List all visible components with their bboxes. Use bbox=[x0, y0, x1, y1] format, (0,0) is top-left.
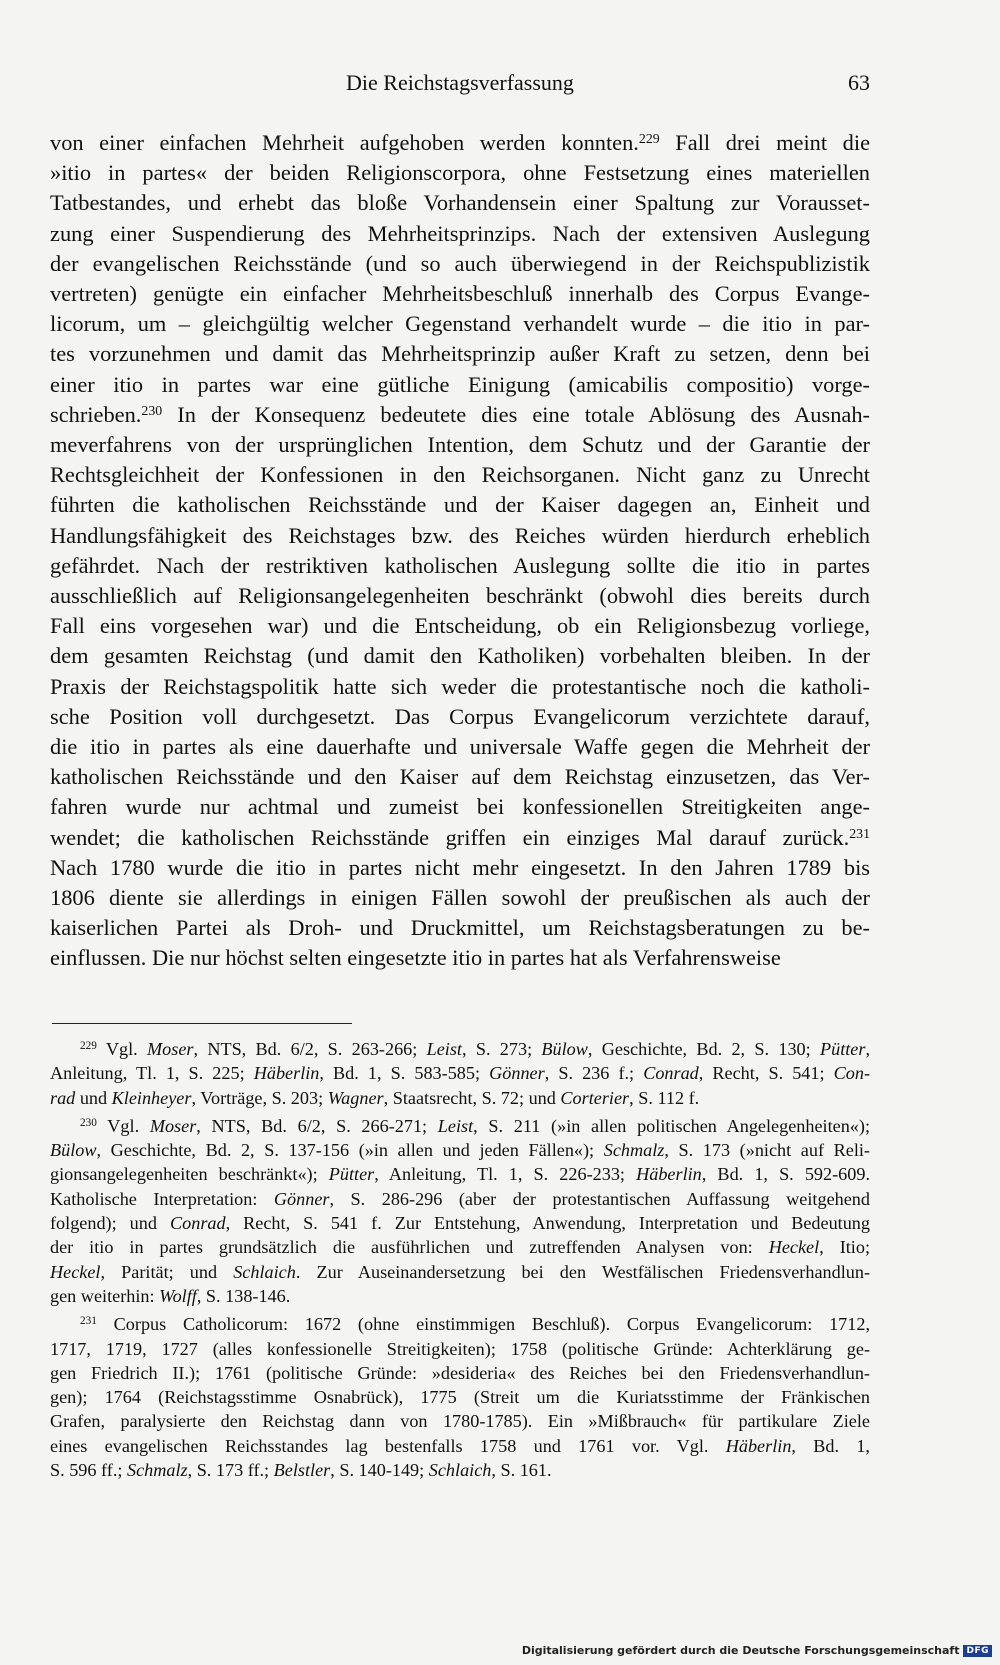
footnote-line: gen); 1764 (Reichstagsstimme Osnabrück), 1775 (Streit um die Kuriatsstimme der Fränkischen bbox=[50, 1387, 870, 1408]
body-line: ausschließlich auf Religionsangelegenheiten beschränkt (obwohl dies bereits durch bbox=[50, 583, 870, 609]
author-name: rad bbox=[50, 1087, 76, 1108]
author-name: Häberlin bbox=[253, 1063, 320, 1084]
footnote-line: gen weiterhin: Wolff, S. 138-146. bbox=[50, 1285, 291, 1306]
author-name: Conrad bbox=[643, 1063, 699, 1084]
body-line: kaiserlichen Partei als Droh- und Druckmittel, um Reichstagsberatungen zu be- bbox=[50, 915, 870, 941]
footnote bbox=[50, 1114, 870, 1308]
footnote-line: rad und Kleinheyer, Vorträge, S. 203; Wagner, Staatsrecht, S. 72; und Corterier, S. 112 f. bbox=[50, 1087, 700, 1108]
author-name: Gönner bbox=[489, 1063, 545, 1084]
body-line: gefährdet. Nach der restriktiven katholischen Auslegung sollte die itio in partes bbox=[50, 552, 870, 578]
body-line: Handlungsfähigkeit des Reichstages bzw. des Reiches würden hierdurch erheblich bbox=[50, 522, 870, 548]
author-name: Conrad bbox=[170, 1213, 226, 1234]
author-name: Pütter bbox=[819, 1039, 866, 1059]
footnote-line: Heckel, Parität; und Schlaich. Zur Auseinandersetzung bei den Westfälischen Friedensverhandlun- bbox=[50, 1261, 870, 1282]
main-body-text bbox=[50, 128, 870, 974]
author-name: Moser bbox=[149, 1115, 197, 1136]
body-line: führten die katholischen Reichsstände und der Kaiser dagegen an, Einheit und bbox=[50, 492, 870, 518]
body-line: Praxis der Reichstagspolitik hatte sich weder die protestantische noch die katholi- bbox=[50, 673, 870, 699]
footnote-line: Anleitung, Tl. 1, S. 225; Häberlin, Bd. 1, S. 583-585; Gönner, S. 236 f.; Conrad, Recht, S. 541; Con- bbox=[50, 1063, 870, 1084]
author-name: Con- bbox=[833, 1063, 870, 1084]
footnote bbox=[50, 1312, 870, 1482]
footnote-line: Grafen, paralysierte den Reichstag dann von 1780-1785). Ein »Mißbrauch« für partikulare Ziele bbox=[50, 1411, 870, 1432]
body-line: schrieben.$^{230}$ In der Konsequenz bedeutete dies eine totale Ablösung des Ausnah- bbox=[50, 401, 870, 427]
running-title: Die Reichstagsverfassung bbox=[346, 70, 574, 95]
author-name: Pütter bbox=[328, 1164, 375, 1185]
body-line: Tatbestandes, und erhebt das bloße Vorhandensein einer Spaltung zur Vorausset- bbox=[50, 190, 870, 216]
author-name: Bülow bbox=[541, 1039, 588, 1059]
footnote-number: 229 bbox=[80, 1040, 97, 1053]
body-line: Rechtsgleichheit der Konfessionen in den Reichsorganen. Nicht ganz zu Unrecht bbox=[50, 462, 870, 488]
footnote-line: der itio in partes grundsätzlich die ausführlichen und zutreffenden Analysen von: Heckel, Itio; bbox=[50, 1237, 871, 1258]
author-name: Gönner bbox=[273, 1188, 330, 1209]
footnote-line: 1717, 1719, 1727 (alles konfessionelle Streitigkeiten); 1758 (politische Gründe: Achterklärung ge- bbox=[50, 1338, 870, 1359]
body-line: sche Position voll durchgesetzt. Das Corpus Evangelicorum verzichtete darauf, bbox=[50, 703, 870, 729]
body-line: zung einer Suspendierung des Mehrheitsprinzips. Nach der extensiven Auslegung bbox=[50, 220, 870, 246]
author-name: Belstler bbox=[273, 1460, 331, 1481]
footnote-line: $^{229}$ Vgl. Moser, NTS, Bd. 6/2, S. 263-266; Leist, S. 273; Bülow, Geschichte, Bd. 2, S. 130; Pütter, bbox=[80, 1039, 870, 1059]
author-name: Schmalz bbox=[603, 1140, 665, 1161]
footnote-separator bbox=[52, 1023, 352, 1024]
author-name: Schlaich bbox=[233, 1261, 296, 1282]
page-header bbox=[50, 70, 870, 100]
body-line: wendet; die katholischen Reichsstände griffen ein einziges Mal darauf zurück.$^{231}$ bbox=[50, 824, 870, 850]
footnotes-section bbox=[50, 1037, 870, 1486]
author-name: Kleinheyer bbox=[111, 1087, 192, 1108]
author-name: Wolff bbox=[159, 1285, 197, 1306]
funding-note: Digitalisierung gefördert durch die Deutsche Forschungsgemeinschaft bbox=[521, 1644, 960, 1657]
author-name: Heckel bbox=[50, 1261, 101, 1282]
body-line: die itio in partes als eine dauerhafte und universale Waffe gegen die Mehrheit der bbox=[50, 734, 870, 760]
footnote-line: $^{231}$ Corpus Catholicorum: 1672 (ohne einstimmigen Beschluß). Corpus Evangelicorum: 1712, bbox=[80, 1314, 871, 1335]
author-name: Leist bbox=[426, 1039, 462, 1059]
footnote bbox=[50, 1037, 870, 1110]
footnote-reference: 229 bbox=[638, 131, 660, 147]
body-line: dem gesamten Reichstag (und damit den Katholiken) vorbehalten bleiben. In der bbox=[50, 643, 870, 669]
footnote-reference: 230 bbox=[141, 403, 163, 419]
footnote-line: folgend); und Conrad, Recht, S. 541 f. Zur Entstehung, Anwendung, Interpretation und Bedeutung bbox=[50, 1213, 870, 1234]
footnote-number: 230 bbox=[80, 1117, 97, 1130]
body-line: einflussen. Die nur höchst selten eingesetzte itio in partes hat als Verfahrensweise bbox=[50, 945, 781, 971]
author-name: Häberlin bbox=[725, 1435, 792, 1456]
body-line: katholischen Reichsstände und den Kaiser auf dem Reichstag einzusetzen, das Ver- bbox=[50, 764, 870, 790]
body-line: Fall eins vorgesehen war) und die Entscheidung, ob ein Religionsbezug vorliege, bbox=[50, 613, 870, 639]
digitization-footer bbox=[522, 1644, 992, 1657]
body-line: meverfahrens von der ursprünglichen Intention, dem Schutz und der Garantie der bbox=[50, 432, 870, 458]
body-line: 1806 diente sie allerdings in einigen Fällen sowohl der preußischen als auch der bbox=[50, 885, 870, 911]
footnote-reference: 231 bbox=[849, 826, 870, 842]
body-line: licorum, um – gleichgültig welcher Gegenstand verhandelt wurde – die itio in par- bbox=[50, 311, 870, 337]
author-name: Bülow bbox=[50, 1140, 97, 1161]
body-line: von einer einfachen Mehrheit aufgehoben werden konnten.$^{229}$ Fall drei meint die bbox=[50, 130, 871, 155]
dfg-logo: DFG bbox=[963, 1645, 992, 1657]
footnote-number: 231 bbox=[80, 1315, 97, 1328]
author-name: Schlaich bbox=[428, 1460, 492, 1481]
footnote-line: Bülow, Geschichte, Bd. 2, S. 137-156 (»in allen und jeden Fällen«); Schmalz, S. 173 (»nicht auf Reli- bbox=[50, 1140, 870, 1161]
author-name: Moser bbox=[147, 1039, 194, 1059]
body-line: »itio in partes« der beiden Religionscorpora, ohne Festsetzung eines materiellen bbox=[50, 160, 870, 186]
footnote-line: S. 596 ff.; Schmalz, S. 173 ff.; Belstler, S. 140-149; Schlaich, S. 161. bbox=[50, 1460, 552, 1481]
author-name: Wagner bbox=[327, 1087, 384, 1108]
body-line: einer itio in partes war eine gütliche Einigung (amicabilis compositio) vorge- bbox=[50, 371, 870, 397]
author-name: Leist bbox=[437, 1115, 474, 1136]
author-name: Schmalz bbox=[126, 1460, 188, 1481]
footnote-line: Katholische Interpretation: Gönner, S. 286-296 (aber der protestantischen Auffassung weitgehend bbox=[50, 1188, 870, 1209]
body-line: Nach 1780 wurde die itio in partes nicht mehr eingesetzt. In den Jahren 1789 bis bbox=[50, 854, 870, 880]
author-name: Heckel bbox=[768, 1237, 820, 1258]
body-line: vertreten) genügte ein einfacher Mehrheitsbeschluß innerhalb des Corpus Evange- bbox=[50, 281, 870, 307]
footnote-line: gionsangelegenheiten beschränkt«); Pütter, Anleitung, Tl. 1, S. 226-233; Häberlin, Bd. 1, S. 592-609. bbox=[50, 1164, 871, 1185]
footnote-line: $^{230}$ Vgl. Moser, NTS, Bd. 6/2, S. 266-271; Leist, S. 211 (»in allen politischen Angelegenheiten«); bbox=[80, 1115, 871, 1136]
author-name: Corterier bbox=[560, 1087, 630, 1108]
footnote-line: gen Friedrich II.); 1761 (politische Gründe: »desideria« des Reiches bei den Friedensverhandlun- bbox=[50, 1362, 870, 1383]
footnote-line: eines evangelischen Reichsstandes lag bestenfalls 1758 und 1761 vor. Vgl. Häberlin, Bd. 1, bbox=[50, 1435, 870, 1456]
author-name: Häberlin bbox=[636, 1164, 702, 1185]
body-line: der evangelischen Reichsstände (und so auch überwiegend in der Reichspublizistik bbox=[50, 250, 870, 276]
page-number: 63 bbox=[848, 70, 870, 95]
body-line: tes vorzunehmen und damit das Mehrheitsprinzip außer Kraft zu setzen, denn bei bbox=[50, 341, 870, 367]
body-line: fahren wurde nur achtmal und zumeist bei konfessionellen Streitigkeiten ange- bbox=[50, 794, 870, 820]
